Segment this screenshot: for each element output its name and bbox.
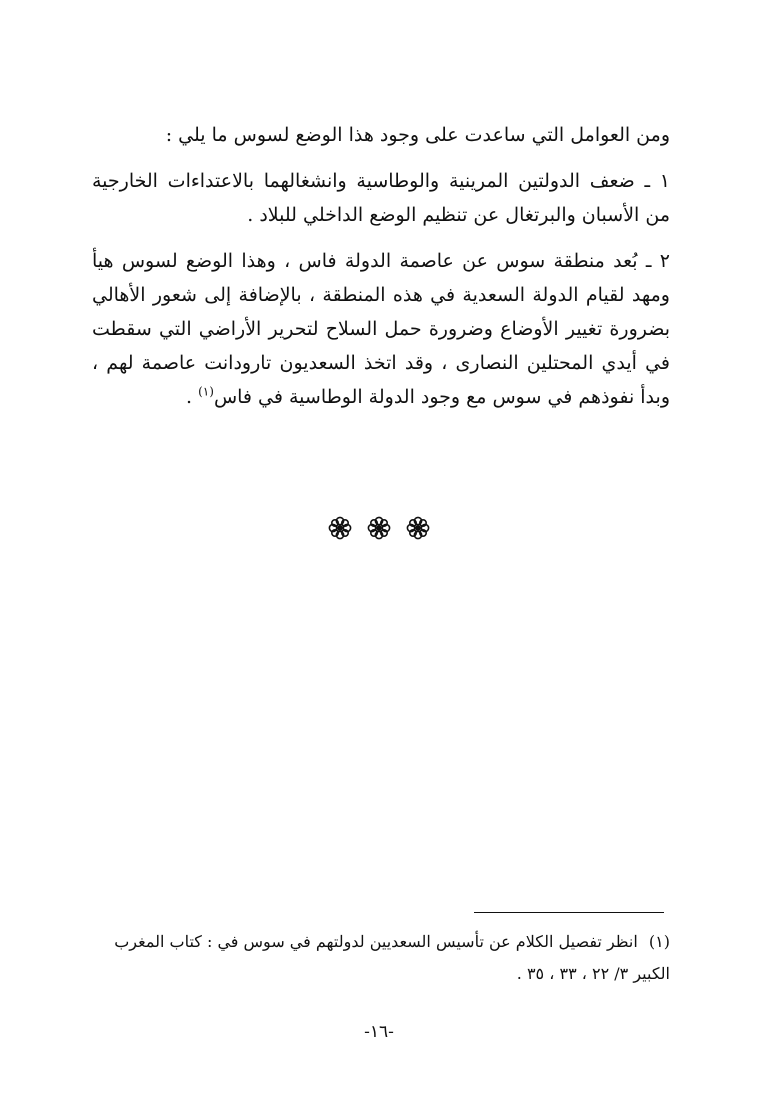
item-number: ١ ـ [644,170,670,192]
footnote-text: انظر تفصيل الكلام عن تأسيس السعديين لدولتهم في سوس في : كتاب المغرب الكبير ٣/ ٢٢ ، ٣٣ ، ٣٥ . [114,932,670,983]
item-text: ضعف الدولتين المرينية والوطاسية وانشغالهما بالاعتداءات الخارجية من الأسبان والبرتغال عن تنظيم الوضع الداخلي للبلاد . [92,170,670,226]
section-divider-ornaments [0,516,758,544]
footnote [92,926,670,990]
flower-ornament-icon [328,516,352,540]
item-number: ٢ ـ [645,250,670,272]
main-text [92,118,670,426]
footnote-divider [474,912,664,913]
item-text: بُعد منطقة سوس عن عاصمة الدولة فاس ، وهذا الوضع لسوس هيأ ومهد لقيام الدولة السعدية في هذه المنطقة ، بالإضافة إلى شعور الأهالي بضرورة تغيير الأوضاع وضرورة حمل السلاح لتحرير الأراضي التي سقطت في أيدي المحتلين النصارى ، وقد اتخذ السعديون تارودانت عاصمة لهم ، وبدأ نفوذهم في سوس مع وجود الدولة الوطاسية في فاس [92,250,670,408]
list-item-1 [92,164,670,232]
footnote-reference: (١) [198,384,214,399]
list-item-2 [92,244,670,414]
footnote-number: (١) [648,932,670,951]
item-ending: . [186,386,199,408]
intro-paragraph: ومن العوامل التي ساعدت على وجود هذا الوضع لسوس ما يلي : [165,124,670,146]
flower-ornament-icon [406,516,430,540]
flower-ornament-icon [367,516,391,540]
page-number: -١٦- [364,1022,394,1042]
